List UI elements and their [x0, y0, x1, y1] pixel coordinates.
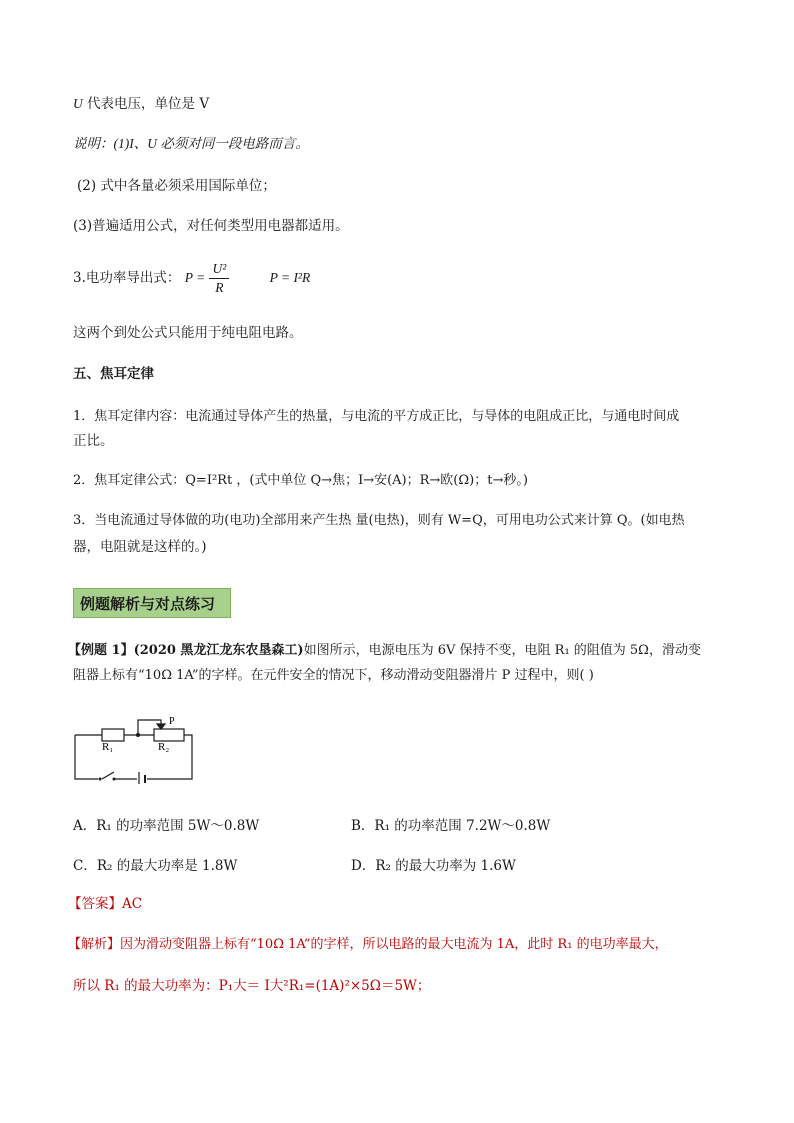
section-5-heading: 五、焦耳定律 [73, 366, 154, 382]
option-a: A．R₁ 的功率范围 5W～0.8W [73, 818, 260, 834]
option-b: B．R₁ 的功率范围 7.2W～0.8W [351, 818, 551, 834]
formula-1-fraction [209, 260, 229, 297]
switch-icon [102, 772, 114, 779]
answer-value: AC [122, 896, 143, 912]
analysis-text-a: 因为滑动变阻器上标有“10Ω 1A”的字样，所以电路的最大电流为 1A，此时 R₁ 的电功率最大， [120, 937, 668, 952]
option-c: C．R₂ 的最大功率是 1.8W [73, 858, 238, 874]
resistor-r1 [102, 729, 124, 741]
example-source: (2020 黑龙江龙东农垦森工) [133, 643, 304, 658]
circuit-wire-left [75, 735, 98, 779]
switch-contact-right [113, 778, 116, 781]
example-text-a: 如图所示，电源电压为 6V 保持不变，电阻 R₁ 的阻值为 5Ω，滑动变 [303, 643, 701, 658]
analysis-line-a [68, 934, 668, 956]
note-1-text: (1)I、U 必须对同一段电路而言。 [113, 136, 309, 151]
example-text-b: 阻器上标有“10Ω 1A”的字样。在元件安全的情况下，移动滑动变阻器滑片 P 过程中，则( ) [73, 668, 594, 683]
formula-2: P = I²R [269, 270, 311, 285]
slider-wire [138, 720, 161, 735]
note-3: (3)普遍适用公式，对任何类型用电器都适用。 [73, 218, 349, 234]
u-definition [73, 93, 209, 115]
note-label: 说明： [73, 136, 114, 151]
derived-formula [73, 258, 310, 298]
example-line-a [68, 640, 701, 662]
joule-1b: 正比。 [73, 433, 114, 449]
joule-1a: 1．焦耳定律内容：电流通过导体产生的热量，与电流的平方成正比，与导体的电阻成正比，与通电时间成 [73, 409, 680, 424]
derived-label: 3.电功率导出式： [73, 270, 181, 286]
section-tag: 例题解析与对点练习 [73, 588, 231, 618]
answer-label: 【答案】 [68, 896, 122, 912]
slider-arrow-icon [157, 724, 165, 729]
answer-line [68, 893, 142, 915]
note-2: (2) 式中各量必须采用国际单位； [77, 178, 276, 194]
circuit-diagram [70, 708, 200, 784]
option-d: D．R₂ 的最大功率为 1.6W [351, 858, 516, 874]
label-r1: R₁ [102, 741, 114, 753]
formula-1-denominator: R [215, 280, 224, 295]
junction-dot [136, 733, 140, 737]
example-label: 【例题 1】 [68, 643, 134, 658]
only-pure-note: 这两个到处公式只能用于纯电阻电路。 [73, 325, 303, 341]
u-definition-text: 代表电压，单位是 V [82, 96, 210, 112]
joule-2: 2．焦耳定律公式：Q=I²Rt ，(式中单位 Q→焦；I→安(A)；R→欧(Ω)；t→秒。) [73, 473, 528, 488]
switch-contact-left [99, 778, 102, 781]
analysis-text-b: 所以 R₁ 的最大功率为：P₁大＝ I大²R₁=(1A)²×5Ω＝5W； [73, 978, 431, 994]
u-variable: U [73, 96, 83, 111]
formula-1-left: P = [184, 270, 206, 285]
note-1 [73, 133, 309, 155]
analysis-label: 【解析】 [68, 937, 121, 952]
joule-3a: 3．当电流通过导体做的功(电功)全部用来产生热 量(电热)，则有 W=Q，可用电功公式来计算 Q。(如电热 [73, 513, 685, 528]
joule-3b: 器，电阻就是这样的。) [73, 539, 207, 555]
formula-1-numerator: U² [209, 260, 229, 279]
resistor-r2 [154, 729, 184, 741]
label-p: P [169, 716, 175, 727]
label-r2: R₂ [158, 741, 170, 753]
